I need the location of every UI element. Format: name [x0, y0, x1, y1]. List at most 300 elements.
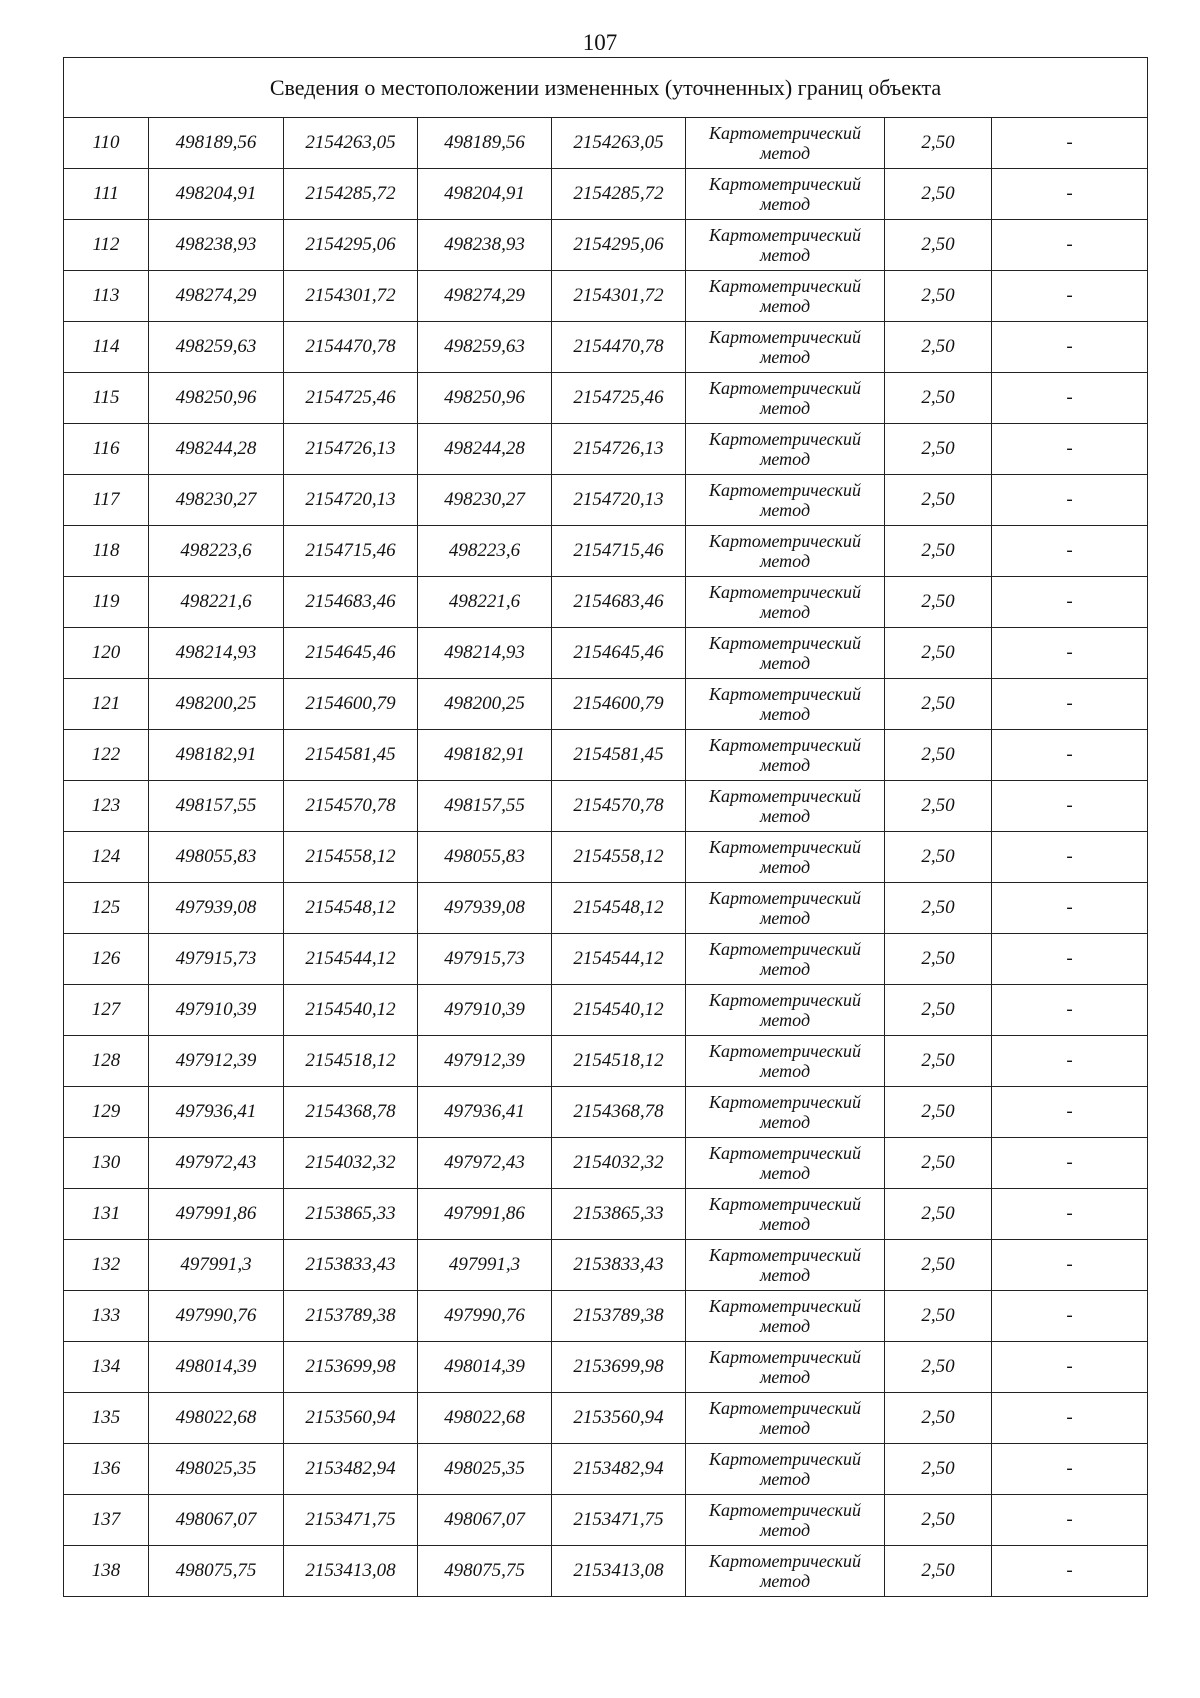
description-cell: -	[992, 934, 1148, 985]
method-line-1: Картометрический	[708, 1041, 861, 1061]
description-cell: -	[992, 781, 1148, 832]
refined-x-cell: 498204,91	[418, 169, 552, 220]
table-row	[64, 373, 1148, 424]
method-line-2: метод	[759, 602, 811, 622]
point-number-cell: 134	[64, 1342, 149, 1393]
description-cell: -	[992, 169, 1148, 220]
table-title: Сведения о местоположении измененных (уточненных) границ объекта	[64, 58, 1148, 118]
description-cell: -	[992, 628, 1148, 679]
method-cell	[686, 118, 885, 169]
method-line-1: Картометрический	[708, 378, 861, 398]
refined-y-cell: 2153471,75	[552, 1495, 686, 1546]
point-number-cell: 119	[64, 577, 149, 628]
existing-x-cell: 498230,27	[149, 475, 284, 526]
method-line-2: метод	[759, 1520, 811, 1540]
accuracy-cell: 2,50	[885, 1087, 992, 1138]
method-line-2: метод	[759, 194, 811, 214]
existing-y-cell: 2153413,08	[284, 1546, 418, 1597]
method-line-1: Картометрический	[708, 939, 861, 959]
refined-y-cell: 2154032,32	[552, 1138, 686, 1189]
method-line-1: Картометрический	[708, 837, 861, 857]
refined-y-cell: 2154301,72	[552, 271, 686, 322]
refined-y-cell: 2153413,08	[552, 1546, 686, 1597]
refined-x-cell: 498250,96	[418, 373, 552, 424]
method-line-1: Картометрический	[708, 1143, 861, 1163]
refined-x-cell: 498014,39	[418, 1342, 552, 1393]
existing-x-cell: 497939,08	[149, 883, 284, 934]
refined-x-cell: 498244,28	[418, 424, 552, 475]
method-cell	[686, 1291, 885, 1342]
method-line-2: метод	[759, 551, 811, 571]
refined-x-cell: 497936,41	[418, 1087, 552, 1138]
existing-y-cell: 2154600,79	[284, 679, 418, 730]
point-number-cell: 126	[64, 934, 149, 985]
existing-x-cell: 498274,29	[149, 271, 284, 322]
method-cell	[686, 730, 885, 781]
existing-y-cell: 2153699,98	[284, 1342, 418, 1393]
existing-y-cell: 2154558,12	[284, 832, 418, 883]
refined-x-cell: 497991,3	[418, 1240, 552, 1291]
description-cell: -	[992, 1342, 1148, 1393]
refined-x-cell: 498067,07	[418, 1495, 552, 1546]
method-cell	[686, 1036, 885, 1087]
existing-y-cell: 2154715,46	[284, 526, 418, 577]
method-line-1: Картометрический	[708, 990, 861, 1010]
description-cell: -	[992, 883, 1148, 934]
refined-y-cell: 2154540,12	[552, 985, 686, 1036]
method-line-2: метод	[759, 1061, 811, 1081]
method-cell	[686, 220, 885, 271]
method-line-1: Картометрический	[708, 174, 861, 194]
existing-x-cell: 498067,07	[149, 1495, 284, 1546]
accuracy-cell: 2,50	[885, 985, 992, 1036]
accuracy-cell: 2,50	[885, 220, 992, 271]
table-row	[64, 1189, 1148, 1240]
table-row	[64, 322, 1148, 373]
table-row	[64, 271, 1148, 322]
method-cell	[686, 1444, 885, 1495]
description-cell: -	[992, 1240, 1148, 1291]
refined-x-cell: 498259,63	[418, 322, 552, 373]
table-row	[64, 832, 1148, 883]
description-cell: -	[992, 373, 1148, 424]
table-row	[64, 934, 1148, 985]
point-number-cell: 131	[64, 1189, 149, 1240]
method-line-1: Картометрический	[708, 735, 861, 755]
description-cell: -	[992, 1291, 1148, 1342]
accuracy-cell: 2,50	[885, 1393, 992, 1444]
description-cell: -	[992, 1036, 1148, 1087]
refined-x-cell: 497910,39	[418, 985, 552, 1036]
accuracy-cell: 2,50	[885, 169, 992, 220]
refined-y-cell: 2154548,12	[552, 883, 686, 934]
refined-x-cell: 497991,86	[418, 1189, 552, 1240]
existing-x-cell: 497991,86	[149, 1189, 284, 1240]
method-cell	[686, 1393, 885, 1444]
method-line-1: Картометрический	[708, 225, 861, 245]
point-number-cell: 115	[64, 373, 149, 424]
table-row	[64, 1087, 1148, 1138]
accuracy-cell: 2,50	[885, 1138, 992, 1189]
method-line-2: метод	[759, 908, 811, 928]
refined-x-cell: 497939,08	[418, 883, 552, 934]
method-line-2: метод	[759, 653, 811, 673]
method-cell	[686, 526, 885, 577]
existing-x-cell: 497991,3	[149, 1240, 284, 1291]
refined-y-cell: 2153482,94	[552, 1444, 686, 1495]
refined-y-cell: 2154544,12	[552, 934, 686, 985]
existing-y-cell: 2154470,78	[284, 322, 418, 373]
description-cell: -	[992, 985, 1148, 1036]
existing-x-cell: 498055,83	[149, 832, 284, 883]
description-cell: -	[992, 1546, 1148, 1597]
method-line-2: метод	[759, 1418, 811, 1438]
description-cell: -	[992, 1189, 1148, 1240]
refined-x-cell: 497912,39	[418, 1036, 552, 1087]
existing-x-cell: 498238,93	[149, 220, 284, 271]
refined-y-cell: 2154725,46	[552, 373, 686, 424]
existing-y-cell: 2153789,38	[284, 1291, 418, 1342]
method-line-1: Картометрический	[708, 1449, 861, 1469]
refined-y-cell: 2154558,12	[552, 832, 686, 883]
refined-x-cell: 498055,83	[418, 832, 552, 883]
accuracy-cell: 2,50	[885, 1036, 992, 1087]
description-cell: -	[992, 679, 1148, 730]
accuracy-cell: 2,50	[885, 883, 992, 934]
point-number-cell: 116	[64, 424, 149, 475]
description-cell: -	[992, 1138, 1148, 1189]
accuracy-cell: 2,50	[885, 1342, 992, 1393]
table-row	[64, 577, 1148, 628]
point-number-cell: 113	[64, 271, 149, 322]
method-line-1: Картометрический	[708, 531, 861, 551]
accuracy-cell: 2,50	[885, 1240, 992, 1291]
refined-y-cell: 2154263,05	[552, 118, 686, 169]
table-title-row	[64, 58, 1148, 118]
point-number-cell: 135	[64, 1393, 149, 1444]
existing-y-cell: 2154540,12	[284, 985, 418, 1036]
refined-x-cell: 498022,68	[418, 1393, 552, 1444]
accuracy-cell: 2,50	[885, 1189, 992, 1240]
refined-x-cell: 498274,29	[418, 271, 552, 322]
description-cell: -	[992, 1393, 1148, 1444]
point-number-cell: 117	[64, 475, 149, 526]
method-cell	[686, 169, 885, 220]
refined-x-cell: 497972,43	[418, 1138, 552, 1189]
method-line-1: Картометрический	[708, 1296, 861, 1316]
table-row	[64, 628, 1148, 679]
existing-x-cell: 497912,39	[149, 1036, 284, 1087]
refined-y-cell: 2153560,94	[552, 1393, 686, 1444]
method-cell	[686, 424, 885, 475]
existing-x-cell: 498157,55	[149, 781, 284, 832]
method-line-2: метод	[759, 1265, 811, 1285]
method-cell	[686, 985, 885, 1036]
existing-y-cell: 2154301,72	[284, 271, 418, 322]
description-cell: -	[992, 577, 1148, 628]
method-cell	[686, 628, 885, 679]
refined-y-cell: 2154368,78	[552, 1087, 686, 1138]
method-line-1: Картометрический	[708, 1398, 861, 1418]
method-line-1: Картометрический	[708, 429, 861, 449]
point-number-cell: 138	[64, 1546, 149, 1597]
method-line-2: метод	[759, 245, 811, 265]
existing-x-cell: 498075,75	[149, 1546, 284, 1597]
method-cell	[686, 1189, 885, 1240]
boundary-coordinates-table	[63, 57, 1148, 1597]
existing-y-cell: 2154645,46	[284, 628, 418, 679]
existing-y-cell: 2154518,12	[284, 1036, 418, 1087]
accuracy-cell: 2,50	[885, 118, 992, 169]
refined-y-cell: 2154726,13	[552, 424, 686, 475]
accuracy-cell: 2,50	[885, 934, 992, 985]
existing-x-cell: 497915,73	[149, 934, 284, 985]
method-cell	[686, 577, 885, 628]
refined-x-cell: 498214,93	[418, 628, 552, 679]
accuracy-cell: 2,50	[885, 1495, 992, 1546]
table-row	[64, 883, 1148, 934]
method-line-2: метод	[759, 449, 811, 469]
existing-x-cell: 498204,91	[149, 169, 284, 220]
refined-x-cell: 498221,6	[418, 577, 552, 628]
description-cell: -	[992, 1444, 1148, 1495]
method-cell	[686, 1138, 885, 1189]
existing-y-cell: 2154032,32	[284, 1138, 418, 1189]
existing-y-cell: 2154368,78	[284, 1087, 418, 1138]
refined-y-cell: 2154645,46	[552, 628, 686, 679]
method-cell	[686, 832, 885, 883]
accuracy-cell: 2,50	[885, 577, 992, 628]
refined-y-cell: 2153865,33	[552, 1189, 686, 1240]
refined-y-cell: 2154683,46	[552, 577, 686, 628]
existing-x-cell: 498223,6	[149, 526, 284, 577]
description-cell: -	[992, 1495, 1148, 1546]
refined-y-cell: 2154285,72	[552, 169, 686, 220]
refined-x-cell: 497990,76	[418, 1291, 552, 1342]
refined-x-cell: 498230,27	[418, 475, 552, 526]
method-line-2: метод	[759, 1214, 811, 1234]
method-cell	[686, 322, 885, 373]
table-row	[64, 1342, 1148, 1393]
method-line-2: метод	[759, 500, 811, 520]
accuracy-cell: 2,50	[885, 781, 992, 832]
method-line-1: Картометрический	[708, 123, 861, 143]
existing-y-cell: 2154548,12	[284, 883, 418, 934]
point-number-cell: 125	[64, 883, 149, 934]
method-line-1: Картометрический	[708, 1092, 861, 1112]
method-line-1: Картометрический	[708, 327, 861, 347]
description-cell: -	[992, 271, 1148, 322]
method-line-2: метод	[759, 1112, 811, 1132]
table-row	[64, 1444, 1148, 1495]
method-line-1: Картометрический	[708, 582, 861, 602]
existing-y-cell: 2154295,06	[284, 220, 418, 271]
existing-x-cell: 498250,96	[149, 373, 284, 424]
existing-x-cell: 498025,35	[149, 1444, 284, 1495]
method-line-1: Картометрический	[708, 786, 861, 806]
existing-y-cell: 2154725,46	[284, 373, 418, 424]
point-number-cell: 133	[64, 1291, 149, 1342]
refined-x-cell: 497915,73	[418, 934, 552, 985]
accuracy-cell: 2,50	[885, 424, 992, 475]
table-row	[64, 1240, 1148, 1291]
refined-y-cell: 2153833,43	[552, 1240, 686, 1291]
accuracy-cell: 2,50	[885, 475, 992, 526]
table-row	[64, 1138, 1148, 1189]
method-line-1: Картометрический	[708, 684, 861, 704]
refined-y-cell: 2154470,78	[552, 322, 686, 373]
existing-y-cell: 2153482,94	[284, 1444, 418, 1495]
method-line-2: метод	[759, 398, 811, 418]
accuracy-cell: 2,50	[885, 322, 992, 373]
accuracy-cell: 2,50	[885, 1546, 992, 1597]
existing-y-cell: 2154720,13	[284, 475, 418, 526]
existing-x-cell: 497936,41	[149, 1087, 284, 1138]
accuracy-cell: 2,50	[885, 526, 992, 577]
page-number: 107	[582, 30, 618, 55]
point-number-cell: 114	[64, 322, 149, 373]
point-number-cell: 121	[64, 679, 149, 730]
table-row	[64, 1546, 1148, 1597]
method-line-1: Картометрический	[708, 1551, 861, 1571]
existing-y-cell: 2154263,05	[284, 118, 418, 169]
refined-y-cell: 2154295,06	[552, 220, 686, 271]
description-cell: -	[992, 424, 1148, 475]
refined-x-cell: 498182,91	[418, 730, 552, 781]
existing-y-cell: 2153471,75	[284, 1495, 418, 1546]
point-number-cell: 122	[64, 730, 149, 781]
refined-x-cell: 498189,56	[418, 118, 552, 169]
description-cell: -	[992, 1087, 1148, 1138]
table-row	[64, 169, 1148, 220]
refined-x-cell: 498200,25	[418, 679, 552, 730]
method-cell	[686, 475, 885, 526]
point-number-cell: 129	[64, 1087, 149, 1138]
refined-y-cell: 2154600,79	[552, 679, 686, 730]
existing-x-cell: 498022,68	[149, 1393, 284, 1444]
table-row	[64, 679, 1148, 730]
existing-x-cell: 498221,6	[149, 577, 284, 628]
method-line-1: Картометрический	[708, 888, 861, 908]
method-line-2: метод	[759, 1469, 811, 1489]
existing-x-cell: 498259,63	[149, 322, 284, 373]
existing-x-cell: 498244,28	[149, 424, 284, 475]
table-row	[64, 1393, 1148, 1444]
refined-x-cell: 498223,6	[418, 526, 552, 577]
method-line-2: метод	[759, 1367, 811, 1387]
point-number-cell: 136	[64, 1444, 149, 1495]
point-number-cell: 124	[64, 832, 149, 883]
refined-x-cell: 498075,75	[418, 1546, 552, 1597]
method-line-1: Картометрический	[708, 633, 861, 653]
method-line-2: метод	[759, 1316, 811, 1336]
method-cell	[686, 1495, 885, 1546]
method-line-2: метод	[759, 755, 811, 775]
method-line-2: метод	[759, 1163, 811, 1183]
point-number-cell: 111	[64, 169, 149, 220]
point-number-cell: 123	[64, 781, 149, 832]
method-cell	[686, 934, 885, 985]
method-line-1: Картометрический	[708, 276, 861, 296]
description-cell: -	[992, 118, 1148, 169]
refined-x-cell: 498238,93	[418, 220, 552, 271]
point-number-cell: 112	[64, 220, 149, 271]
table-row	[64, 118, 1148, 169]
existing-y-cell: 2154570,78	[284, 781, 418, 832]
method-line-1: Картометрический	[708, 1245, 861, 1265]
table-row	[64, 475, 1148, 526]
method-cell	[686, 1546, 885, 1597]
table-row	[64, 1036, 1148, 1087]
method-line-1: Картометрический	[708, 1500, 861, 1520]
method-cell	[686, 373, 885, 424]
refined-y-cell: 2154518,12	[552, 1036, 686, 1087]
table-row	[64, 985, 1148, 1036]
method-line-2: метод	[759, 704, 811, 724]
point-number-cell: 120	[64, 628, 149, 679]
method-line-2: метод	[759, 959, 811, 979]
method-line-2: метод	[759, 296, 811, 316]
existing-y-cell: 2153865,33	[284, 1189, 418, 1240]
method-line-2: метод	[759, 857, 811, 877]
table-row	[64, 526, 1148, 577]
method-cell	[686, 271, 885, 322]
existing-y-cell: 2154726,13	[284, 424, 418, 475]
table-row	[64, 424, 1148, 475]
method-line-2: метод	[759, 347, 811, 367]
method-line-2: метод	[759, 143, 811, 163]
point-number-cell: 132	[64, 1240, 149, 1291]
table-row	[64, 1495, 1148, 1546]
accuracy-cell: 2,50	[885, 730, 992, 781]
description-cell: -	[992, 730, 1148, 781]
refined-y-cell: 2154581,45	[552, 730, 686, 781]
accuracy-cell: 2,50	[885, 271, 992, 322]
accuracy-cell: 2,50	[885, 679, 992, 730]
point-number-cell: 110	[64, 118, 149, 169]
method-line-1: Картометрический	[708, 1347, 861, 1367]
existing-y-cell: 2154544,12	[284, 934, 418, 985]
description-cell: -	[992, 526, 1148, 577]
description-cell: -	[992, 832, 1148, 883]
refined-y-cell: 2154570,78	[552, 781, 686, 832]
existing-x-cell: 498214,93	[149, 628, 284, 679]
table-row	[64, 730, 1148, 781]
method-cell	[686, 1087, 885, 1138]
existing-y-cell: 2154581,45	[284, 730, 418, 781]
existing-x-cell: 497910,39	[149, 985, 284, 1036]
method-cell	[686, 883, 885, 934]
refined-y-cell: 2154720,13	[552, 475, 686, 526]
method-line-1: Картометрический	[708, 1194, 861, 1214]
point-number-cell: 128	[64, 1036, 149, 1087]
method-line-2: метод	[759, 806, 811, 826]
existing-y-cell: 2154285,72	[284, 169, 418, 220]
refined-y-cell: 2153699,98	[552, 1342, 686, 1393]
existing-y-cell: 2153560,94	[284, 1393, 418, 1444]
description-cell: -	[992, 220, 1148, 271]
accuracy-cell: 2,50	[885, 373, 992, 424]
accuracy-cell: 2,50	[885, 628, 992, 679]
method-cell	[686, 1342, 885, 1393]
method-cell	[686, 781, 885, 832]
existing-x-cell: 498182,91	[149, 730, 284, 781]
accuracy-cell: 2,50	[885, 1444, 992, 1495]
point-number-cell: 137	[64, 1495, 149, 1546]
existing-x-cell: 497990,76	[149, 1291, 284, 1342]
refined-x-cell: 498025,35	[418, 1444, 552, 1495]
refined-y-cell: 2154715,46	[552, 526, 686, 577]
